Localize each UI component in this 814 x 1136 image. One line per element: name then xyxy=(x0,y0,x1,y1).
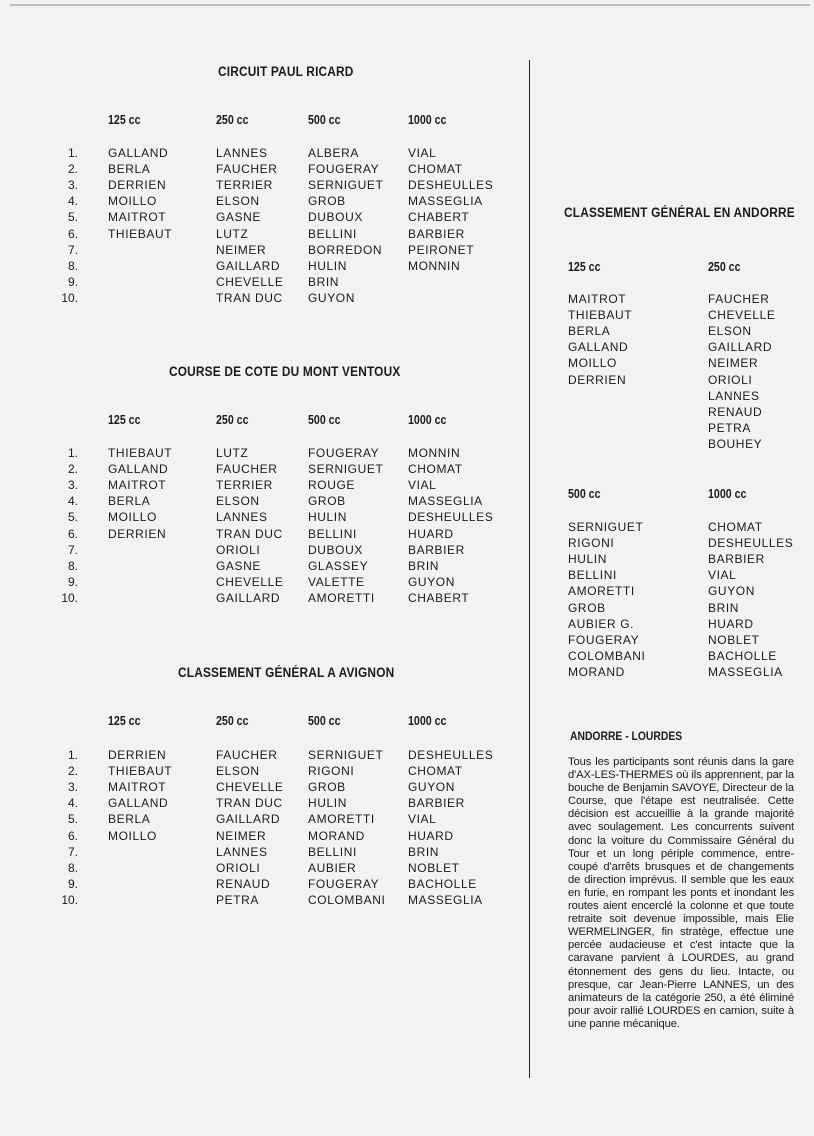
andorre-rider-name: BOUHEY xyxy=(708,436,763,451)
rider-name: CHEVELLE xyxy=(216,780,284,795)
rider-name: BERLA xyxy=(108,494,151,509)
rank-number: 9. xyxy=(67,876,78,891)
rider-name: MONNIN xyxy=(408,446,461,460)
rank-number: 3. xyxy=(67,780,78,795)
rider-name: RIGONI xyxy=(308,764,355,779)
section-title: CLASSEMENT GÉNÉRAL A AVIGNON xyxy=(178,665,395,680)
rider-name: LANNES xyxy=(216,146,268,160)
rank-number: 7. xyxy=(67,542,78,557)
rider-name: NEIMER xyxy=(216,242,267,257)
column-header: 125 cc xyxy=(108,413,141,427)
rider-name: MOILLO xyxy=(108,510,157,525)
rider-name: NEIMER xyxy=(216,828,267,843)
rider-name: LANNES xyxy=(216,844,268,859)
rank-number: 1. xyxy=(67,146,78,160)
rider-name: GAILLARD xyxy=(216,812,281,827)
rider-name: SERNIGUET xyxy=(308,178,384,193)
rank-number: 7. xyxy=(67,844,78,859)
rider-name: THIEBAUT xyxy=(108,446,173,460)
andorre-rider-name: SERNIGUET xyxy=(568,520,644,534)
andorre-rider-name: GUYON xyxy=(708,584,756,599)
rider-name: VIAL xyxy=(408,812,437,827)
rider-name: CHOMAT xyxy=(408,764,463,779)
rank-number: 2. xyxy=(67,462,78,477)
rider-name: GAILLARD xyxy=(216,590,281,605)
andorre-rider-name: CHOMAT xyxy=(708,520,763,534)
andorre-column-header: 1000 cc xyxy=(708,487,747,501)
rider-name: ORIOLI xyxy=(216,542,261,557)
story-text: Tous les participants sont réunis dans la gare d'AX-LES-THERMES où ils apprennent, par la bouche de Benjamin SAVOYE, Directeur de la Course, que l'étape est neutralisée. Cette décision est accueillie à la grande majorité avec soulagement. Les concurrents suivent donc la voiture du Commissaire Général du Tour et un long périple commence, entre-coupé d'arrêts brusques et de changements de direction imprévus. Il semble que les eaux en furie, en rompant les ponts et inondant les routes aient encerclé la colonne et que toute retraite soit devenue impossible, mais Elie WERMELINGER, fin stratège, effectue une percée audacieuse et c'est intacte que la caravane parvient à LOURDES, au grand étonnement des gens du lieu. Intacte, ou presque, car Jean-Pierre LANNES, un des animateurs de la catégorie 250, a été éliminé pour avoir rallié LOURDES en camion, suite à une panne mécanique. xyxy=(568,756,794,1030)
andorre-column-header: 250 cc xyxy=(708,260,741,274)
andorre-rider-name: COLOMBANI xyxy=(568,648,646,663)
andorre-title: CLASSEMENT GÉNÉRAL EN ANDORRE xyxy=(564,205,795,220)
rider-name: ELSON xyxy=(216,764,260,779)
rider-name: RENAUD xyxy=(216,876,271,891)
column-header: 1000 cc xyxy=(408,413,447,427)
rider-name: NOBLET xyxy=(408,860,460,875)
rider-name: ROUGE xyxy=(308,478,356,493)
rider-name: GROB xyxy=(308,780,346,795)
rider-name: FOUGERAY xyxy=(308,162,380,177)
andorre-rider-name: GAILLARD xyxy=(708,340,773,355)
column-header: 250 cc xyxy=(216,714,249,728)
rider-name: MORAND xyxy=(308,828,365,843)
rider-name: HULIN xyxy=(308,258,348,273)
rider-name: FOUGERAY xyxy=(308,876,380,891)
andorre-rider-name: RENAUD xyxy=(708,404,763,419)
rider-name: BERLA xyxy=(108,162,151,177)
andorre-rider-name: MASSEGLIA xyxy=(708,664,783,679)
rank-number: 5. xyxy=(67,812,78,827)
andorre-rider-name: BACHOLLE xyxy=(708,648,777,663)
column-divider xyxy=(529,60,530,1078)
rider-name: VALETTE xyxy=(308,574,365,589)
andorre-rider-name: CHEVELLE xyxy=(708,308,776,323)
rider-name: BARBIER xyxy=(408,542,465,557)
rider-name: PEIRONET xyxy=(408,242,475,257)
rider-name: DERRIEN xyxy=(108,526,167,541)
andorre-rider-name: GALLAND xyxy=(568,340,629,355)
section-title: COURSE DE COTE DU MONT VENTOUX xyxy=(169,364,401,379)
rank-number: 8. xyxy=(67,258,78,273)
rider-name: DESHEULLES xyxy=(408,178,494,193)
rank-number: 1. xyxy=(67,748,78,762)
column-header: 500 cc xyxy=(308,413,341,427)
rank-number: 3. xyxy=(67,478,78,493)
andorre-rider-name: VIAL xyxy=(708,568,737,583)
rank-number: 5. xyxy=(67,510,78,525)
rider-name: TRAN DUC xyxy=(216,796,283,811)
andorre-rider-name: MORAND xyxy=(568,664,625,679)
andorre-rider-name: RIGONI xyxy=(568,536,615,551)
andorre-rider-name: AUBIER G. xyxy=(568,616,635,631)
rider-name: GALLAND xyxy=(108,796,169,811)
andorre-rider-name: NEIMER xyxy=(708,356,759,371)
rider-name: GUYON xyxy=(408,780,456,795)
column-header: 1000 cc xyxy=(408,113,447,127)
rider-name: ELSON xyxy=(216,194,260,209)
rank-number: 10. xyxy=(61,892,78,907)
rank-number: 6. xyxy=(67,526,78,541)
andorre-rider-name: PETRA xyxy=(708,420,752,435)
rider-name: CHABERT xyxy=(408,590,470,605)
rank-number: 4. xyxy=(67,194,78,209)
rider-name: FOUGERAY xyxy=(308,446,380,460)
rider-name: MAITROT xyxy=(108,780,167,795)
rank-number: 6. xyxy=(67,828,78,843)
column-header: 500 cc xyxy=(308,714,341,728)
rider-name: MOILLO xyxy=(108,194,157,209)
rider-name: MAITROT xyxy=(108,210,167,225)
rider-name: LANNES xyxy=(216,510,268,525)
rider-name: DESHEULLES xyxy=(408,748,494,762)
page-edge-line xyxy=(10,4,810,6)
rank-number: 7. xyxy=(67,242,78,257)
andorre-rider-name: DESHEULLES xyxy=(708,536,794,551)
rider-name: SERNIGUET xyxy=(308,748,384,762)
andorre-rider-name: ELSON xyxy=(708,324,752,339)
andorre-rider-name: FOUGERAY xyxy=(568,632,640,647)
rider-name: DERRIEN xyxy=(108,178,167,193)
story-title: ANDORRE - LOURDES xyxy=(570,731,683,743)
rider-name: COLOMBANI xyxy=(308,892,386,907)
andorre-rider-name: MAITROT xyxy=(568,292,627,306)
rider-name: CHOMAT xyxy=(408,162,463,177)
rider-name: CHEVELLE xyxy=(216,574,284,589)
rider-name: BELLINI xyxy=(308,526,357,541)
rank-number: 1. xyxy=(67,446,78,460)
rank-number: 10. xyxy=(61,290,78,305)
rider-name: TRAN DUC xyxy=(216,526,283,541)
andorre-rider-name: MOILLO xyxy=(568,356,617,371)
andorre-rider-name: BELLINI xyxy=(568,568,617,583)
rider-name: BORREDON xyxy=(308,242,383,257)
rider-name: GROB xyxy=(308,194,346,209)
andorre-rider-name: ORIOLI xyxy=(708,372,753,387)
rider-name: BACHOLLE xyxy=(408,876,477,891)
rider-name: TERRIER xyxy=(216,478,273,493)
rider-name: BELLINI xyxy=(308,844,357,859)
rider-name: ELSON xyxy=(216,494,260,509)
rider-name: PETRA xyxy=(216,892,260,907)
andorre-rider-name: HUARD xyxy=(708,616,754,631)
rider-name: GROB xyxy=(308,494,346,509)
rider-name: BERLA xyxy=(108,812,151,827)
rider-name: GUYON xyxy=(308,290,356,305)
rank-number: 2. xyxy=(67,764,78,779)
andorre-rider-name: BRIN xyxy=(708,600,740,615)
rank-number: 2. xyxy=(67,162,78,177)
rider-name: FAUCHER xyxy=(216,748,278,762)
rider-name: BRIN xyxy=(408,558,440,573)
rider-name: BARBIER xyxy=(408,226,465,241)
rider-name: VIAL xyxy=(408,478,437,493)
rider-name: CHABERT xyxy=(408,210,470,225)
rider-name: GASNE xyxy=(216,210,262,225)
rider-name: AUBIER xyxy=(308,860,357,875)
rider-name: BRIN xyxy=(308,274,340,289)
rank-number: 10. xyxy=(61,590,78,605)
rider-name: CHOMAT xyxy=(408,462,463,477)
andorre-rider-name: NOBLET xyxy=(708,632,760,647)
column-header: 1000 cc xyxy=(408,714,447,728)
rider-name: ALBERA xyxy=(308,146,359,160)
rider-name: DERRIEN xyxy=(108,748,167,762)
rider-name: GAILLARD xyxy=(216,258,281,273)
rider-name: VIAL xyxy=(408,146,437,160)
andorre-rider-name: BARBIER xyxy=(708,552,765,567)
andorre-rider-name: GROB xyxy=(568,600,606,615)
andorre-rider-name: DERRIEN xyxy=(568,372,627,387)
rider-name: MASSEGLIA xyxy=(408,194,483,209)
rider-name: TERRIER xyxy=(216,178,273,193)
rider-name: BELLINI xyxy=(308,226,357,241)
rider-name: DESHEULLES xyxy=(408,510,494,525)
rider-name: GALLAND xyxy=(108,146,169,160)
andorre-column-header: 125 cc xyxy=(568,260,601,274)
rider-name: FAUCHER xyxy=(216,162,278,177)
rank-number: 8. xyxy=(67,558,78,573)
rank-number: 3. xyxy=(67,178,78,193)
rank-number: 9. xyxy=(67,274,78,289)
column-header: 125 cc xyxy=(108,113,141,127)
column-header: 125 cc xyxy=(108,714,141,728)
rider-name: GLASSEY xyxy=(308,558,369,573)
rider-name: HUARD xyxy=(408,828,454,843)
rider-name: GUYON xyxy=(408,574,456,589)
rider-name: AMORETTI xyxy=(308,590,375,605)
rider-name: MASSEGLIA xyxy=(408,892,483,907)
rider-name: MOILLO xyxy=(108,828,157,843)
rider-name: DUBOUX xyxy=(308,542,363,557)
rider-name: MASSEGLIA xyxy=(408,494,483,509)
rider-name: LUTZ xyxy=(216,226,249,241)
rank-number: 9. xyxy=(67,574,78,589)
rider-name: HULIN xyxy=(308,796,348,811)
rider-name: GASNE xyxy=(216,558,262,573)
rank-number: 4. xyxy=(67,796,78,811)
rider-name: BARBIER xyxy=(408,796,465,811)
column-header: 250 cc xyxy=(216,113,249,127)
column-header: 250 cc xyxy=(216,413,249,427)
rider-name: FAUCHER xyxy=(216,462,278,477)
rider-name: AMORETTI xyxy=(308,812,375,827)
rider-name: ORIOLI xyxy=(216,860,261,875)
rank-number: 6. xyxy=(67,226,78,241)
rank-number: 4. xyxy=(67,494,78,509)
rider-name: DUBOUX xyxy=(308,210,363,225)
andorre-rider-name: THIEBAUT xyxy=(568,308,633,323)
rider-name: LUTZ xyxy=(216,446,249,460)
rider-name: SERNIGUET xyxy=(308,462,384,477)
andorre-rider-name: AMORETTI xyxy=(568,584,635,599)
rider-name: BRIN xyxy=(408,844,440,859)
rider-name: THIEBAUT xyxy=(108,226,173,241)
rider-name: HULIN xyxy=(308,510,348,525)
rider-name: HUARD xyxy=(408,526,454,541)
rider-name: THIEBAUT xyxy=(108,764,173,779)
andorre-rider-name: BERLA xyxy=(568,324,611,339)
rank-number: 5. xyxy=(67,210,78,225)
andorre-rider-name: LANNES xyxy=(708,388,760,403)
rider-name: TRAN DUC xyxy=(216,290,283,305)
andorre-rider-name: HULIN xyxy=(568,552,608,567)
rider-name: MAITROT xyxy=(108,478,167,493)
section-title: CIRCUIT PAUL RICARD xyxy=(218,64,354,79)
andorre-column-header: 500 cc xyxy=(568,487,601,501)
rider-name: GALLAND xyxy=(108,462,169,477)
andorre-rider-name: FAUCHER xyxy=(708,292,770,306)
rider-name: MONNIN xyxy=(408,258,461,273)
column-header: 500 cc xyxy=(308,113,341,127)
rank-number: 8. xyxy=(67,860,78,875)
rider-name: CHEVELLE xyxy=(216,274,284,289)
